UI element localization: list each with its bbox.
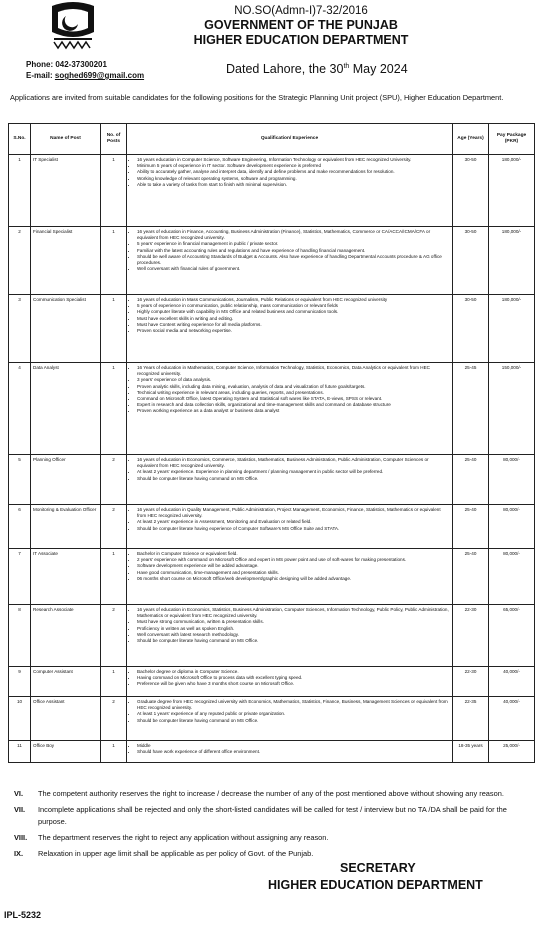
note-text: The department reserves the right to reject any application without assigning any reason.	[38, 833, 329, 842]
note-item	[14, 804, 532, 828]
qualification-list	[129, 365, 450, 415]
row-post-name: Data Analyst	[31, 363, 101, 455]
table-row	[9, 549, 535, 605]
note-item	[14, 788, 532, 800]
col-header-count: No. of Posts	[101, 124, 127, 155]
date-line	[226, 62, 408, 76]
qualification-item: • Well conversant with financial rules of government.	[137, 266, 450, 272]
row-qualifications	[127, 549, 453, 605]
note-text: Relaxation in upper age limit shall be applicable as per policy of Govt. of the Punjab.	[38, 849, 314, 858]
date-prefix: Dated Lahore, the 30	[226, 62, 344, 76]
row-pay: 40,000/-	[489, 667, 535, 697]
qualification-item: • Having command on Microsoft Office to process data with excellent typing speed.	[137, 675, 450, 681]
row-age: 22-30	[453, 605, 489, 667]
date-suffix: th	[343, 62, 350, 70]
signature-department: HIGHER EDUCATION DEPARTMENT	[268, 878, 483, 892]
row-pay: 80,000/-	[489, 549, 535, 605]
row-serial: 4	[9, 363, 31, 455]
table-row	[9, 227, 535, 295]
row-age: 30-50	[453, 155, 489, 227]
qualification-item: • Bachelor in Computer Science or equivalent field.	[137, 551, 450, 557]
qualification-item: • 16 years of education in Finance, Accounting, Business Administration (Finance), Statistics, Mathematics, Commerce or CA/ACCA/ICMA/CFA or equivalent from HEC recognized university.	[137, 229, 450, 241]
qualification-item: • Graduate degree from HEC recognized university with Economics, Mathematics, Statistics, Finance, Business, Management Sciences or equivalent from HEC recognized university.	[137, 699, 450, 711]
row-serial: 10	[9, 697, 31, 741]
qualification-item: • 3 years' experience of data analysis.	[137, 377, 450, 383]
row-serial: 8	[9, 605, 31, 667]
qualification-item: • Well conversant with latest research methodology.	[137, 632, 450, 638]
col-header-sno: S.No.	[9, 124, 31, 155]
qualification-item: • 5 years' experience in financial management in public / private sector.	[137, 241, 450, 247]
table-header-row	[9, 124, 535, 155]
qualification-item: • Highly computer literate with capability in MS Office and related business and communication tools.	[137, 309, 450, 315]
notes-section	[14, 788, 532, 864]
row-serial: 5	[9, 455, 31, 505]
qualification-item: • At least 2 years' experience in Assessment, Monitoring and Evaluation or related field.	[137, 519, 450, 525]
qualification-item: • Able to take a variety of tasks from start to finish with minimal supervision.	[137, 182, 450, 188]
qualification-item: • At least 2 years' experience. Experience in planning department / planning management in public sector will be preferred.	[137, 469, 450, 475]
row-post-name: Research Associate	[31, 605, 101, 667]
qualification-list	[129, 297, 450, 334]
qualification-list	[129, 607, 450, 644]
qualification-item: • 06 months short course on Microsoft Office/web development/graphic designing will be added advantage.	[137, 576, 450, 582]
qualification-item: • 2 years' experience with command on Microsoft Office and expert in MS power point and use of soft-wares for making presentations.	[137, 557, 450, 563]
row-age: 22-30	[453, 667, 489, 697]
qualification-item: • Expert in research and data collection skills, organizational and time-management skills and command on database structure	[137, 402, 450, 408]
col-header-post: Name of Post	[31, 124, 101, 155]
qualification-item: • At least 1 years' experience of any reputed public or private organization.	[137, 711, 450, 717]
row-age: 18-35 years	[453, 741, 489, 763]
row-post-name: Office Assistant	[31, 697, 101, 741]
row-pay: 40,000/-	[489, 697, 535, 741]
row-pay: 180,000/-	[489, 295, 535, 363]
note-number: VIII.	[14, 833, 28, 842]
row-serial: 9	[9, 667, 31, 697]
row-post-name: Monitoring & Evaluation Officer	[31, 505, 101, 549]
qualification-item: • Should be well aware of Accounting Standards of Budget & Accounts. Also have experience of handling Departmental Accounts procedure & AG office procedures.	[137, 254, 450, 266]
qualification-list	[129, 743, 450, 755]
email-label: E-mail:	[26, 71, 53, 80]
positions-table	[8, 123, 535, 763]
qualification-item: • 16 years of education in Mass Communications, Journalism, Public Relations or equivalent from HEC recognized university	[137, 297, 450, 303]
row-pay: 80,000/-	[489, 505, 535, 549]
row-age: 25-45	[453, 363, 489, 455]
note-text: The competent authority reserves the right to increase / decrease the number of any of the post mentioned above without showing any reason.	[38, 789, 504, 798]
row-age: 30-50	[453, 227, 489, 295]
qualification-item: • Command on Microsoft Office, latest Operating System and Statistical soft wares like STATA, E-views, SPSS or relevant.	[137, 396, 450, 402]
email-address[interactable]: soghed699@gmail.com	[54, 71, 145, 80]
row-qualifications	[127, 697, 453, 741]
department-title: HIGHER EDUCATION DEPARTMENT	[193, 33, 409, 47]
qualification-item: • Software development experience will be added advantage.	[137, 563, 450, 569]
qualification-item: • 16 years of education in Economics, Commerce, Statistics, Mathematics, Business Administration, Public Administration, Computer Sciences or equivalent from HEC recognized university.	[137, 457, 450, 469]
col-header-qualification: Qualification/ Experience	[127, 124, 453, 155]
qualification-list	[129, 229, 450, 272]
row-post-count: 2	[101, 455, 127, 505]
table-row	[9, 697, 535, 741]
qualification-item: • Preference will be given who have 3 months short course on Microsoft Office.	[137, 681, 450, 687]
qualification-list	[129, 699, 450, 724]
row-age: 22-35	[453, 697, 489, 741]
qualification-item: • 16 Years of education in Mathematics, Computer Science, Information Technology, Statistics, Economics, Data Analytics or equivalent from HEC recognized university.	[137, 365, 450, 377]
qualification-item: • Should have work experience of different office environment.	[137, 749, 450, 755]
col-header-age: Age (Years)	[453, 124, 489, 155]
qualification-item: • Should be computer literate having experience of Computer Software's MS Office Suite and STATA.	[137, 526, 450, 532]
row-qualifications	[127, 741, 453, 763]
row-serial: 2	[9, 227, 31, 295]
row-pay: 80,000/-	[489, 455, 535, 505]
qualification-list	[129, 551, 450, 582]
col-header-pay: Pay Package (PKR)	[489, 124, 535, 155]
qualification-item: • Must have strong communication, written & presentation skills.	[137, 619, 450, 625]
table-row	[9, 667, 535, 697]
reference-number: NO.SO(Admn-I)7-32/2016	[234, 5, 368, 17]
table-row	[9, 741, 535, 763]
qualification-item: • Should be computer literate having command on MS Office.	[137, 476, 450, 482]
intro-paragraph: Applications are invited from suitable candidates for the following positions for the Strategic Planning Unit project (SPU), Higher Education Department.	[10, 93, 504, 102]
note-item	[14, 848, 532, 860]
email-line	[26, 71, 144, 80]
row-age: 25-40	[453, 549, 489, 605]
row-post-count: 1	[101, 549, 127, 605]
note-item	[14, 832, 532, 844]
row-post-count: 1	[101, 227, 127, 295]
row-post-count: 1	[101, 363, 127, 455]
row-qualifications	[127, 295, 453, 363]
row-post-name: Communication Specialist	[31, 295, 101, 363]
row-post-name: IT Associate	[31, 549, 101, 605]
qualification-item: • Should be computer literate having command on MS Office.	[137, 638, 450, 644]
table-row	[9, 155, 535, 227]
note-number: VI.	[14, 789, 24, 798]
row-qualifications	[127, 155, 453, 227]
qualification-item: • Technical writing experience in relevant areas, including queries, reports, and presentations.	[137, 390, 450, 396]
qualification-list	[129, 157, 450, 188]
row-post-name: Financial Specialist	[31, 227, 101, 295]
qualification-item: • Familiar with the latest accounting rules and regulations and have experience of handling financial management.	[137, 248, 450, 254]
qualification-item: • 16 years of education in Quality Management, Public Administration, Project Management, Economics, Finance, Statistics, Mathematics or equivalent from HEC recognized university.	[137, 507, 450, 519]
row-pay: 65,000/-	[489, 605, 535, 667]
row-age: 25-40	[453, 505, 489, 549]
qualification-item: • Bachelor degree or diploma in Computer Science.	[137, 669, 450, 675]
row-age: 30-50	[453, 295, 489, 363]
row-post-count: 1	[101, 295, 127, 363]
qualification-item: • Ability to accurately gather, analyse and interpret data, identify and define problems and make recommendations for resolution.	[137, 169, 450, 175]
row-post-count: 2	[101, 505, 127, 549]
row-qualifications	[127, 605, 453, 667]
government-title: GOVERNMENT OF THE PUNJAB	[204, 18, 398, 32]
row-serial: 3	[9, 295, 31, 363]
signature-title: SECRETARY	[340, 861, 416, 875]
note-text: Incomplete applications shall be rejected and only the short-listed candidates will be called for test / interview but no TA /DA shall be paid for the purpose.	[38, 805, 507, 826]
row-post-name: Planning Officer	[31, 455, 101, 505]
note-number: IX.	[14, 849, 24, 858]
row-post-count: 2	[101, 697, 127, 741]
row-qualifications	[127, 455, 453, 505]
qualification-item: • 5 years of experience in communication, public relationship, mass communication or relevant fields	[137, 303, 450, 309]
table-row	[9, 505, 535, 549]
row-qualifications	[127, 667, 453, 697]
qualification-item: • 16 years of education in Economics, Statistics, Business Administration, Computer Sciences, Information Technology, Public Policy, Public Administration, Mathematics or equivalent from HEC recognized university.	[137, 607, 450, 619]
qualification-list	[129, 457, 450, 482]
row-post-count: 1	[101, 741, 127, 763]
note-number: VII.	[14, 805, 26, 814]
row-qualifications	[127, 363, 453, 455]
table-row	[9, 363, 535, 455]
qualification-item: • Minimum 5 years of experience in IT sector. Software development experience is preferred	[137, 163, 450, 169]
row-pay: 180,000/-	[489, 155, 535, 227]
row-serial: 11	[9, 741, 31, 763]
phone-number: Phone: 042-37300201	[26, 60, 107, 69]
qualification-item: • Have good communication, time-management and presentation skills.	[137, 570, 450, 576]
table-row	[9, 605, 535, 667]
row-serial: 7	[9, 549, 31, 605]
qualification-item: • 16 years education in Computer Science, Software Engineering, Information Technology or equivalent from HEC recognized University.	[137, 157, 450, 163]
row-post-count: 1	[101, 155, 127, 227]
qualification-item: • Should be computer literate having command on MS Office.	[137, 718, 450, 724]
qualification-list	[129, 669, 450, 688]
qualification-item: • Must have Content writing experience for all media platforms.	[137, 322, 450, 328]
row-qualifications	[127, 505, 453, 549]
row-age: 25-40	[453, 455, 489, 505]
qualification-item: • Proficiency in written as well as spoken English.	[137, 626, 450, 632]
qualification-item: • Proven social media and networking expertise.	[137, 328, 450, 334]
row-qualifications	[127, 227, 453, 295]
qualification-item: • Proven working experience as a data analyst or business data analyst	[137, 408, 450, 414]
row-post-name: IT Specialist	[31, 155, 101, 227]
qualification-item: • Must have excellent skills in writing and editing.	[137, 316, 450, 322]
row-post-name: Computer Assistant	[31, 667, 101, 697]
table-row	[9, 295, 535, 363]
row-serial: 6	[9, 505, 31, 549]
row-pay: 150,000/-	[489, 363, 535, 455]
row-pay: 25,000/-	[489, 741, 535, 763]
qualification-item: • Working knowledge of relevant operating systems, software and programming.	[137, 176, 450, 182]
qualification-item: • Middle	[137, 743, 450, 749]
row-post-count: 2	[101, 605, 127, 667]
date-month-year: May 2024	[349, 62, 408, 76]
qualification-list	[129, 507, 450, 532]
row-serial: 1	[9, 155, 31, 227]
row-post-name: Office Boy	[31, 741, 101, 763]
ipl-number: IPL-5232	[4, 910, 42, 920]
qualification-item: • Proven analytic skills, including data mining, evaluation, analysis of data and visualization of future goals/targets.	[137, 384, 450, 390]
table-row	[9, 455, 535, 505]
row-post-count: 1	[101, 667, 127, 697]
row-pay: 180,000/-	[489, 227, 535, 295]
